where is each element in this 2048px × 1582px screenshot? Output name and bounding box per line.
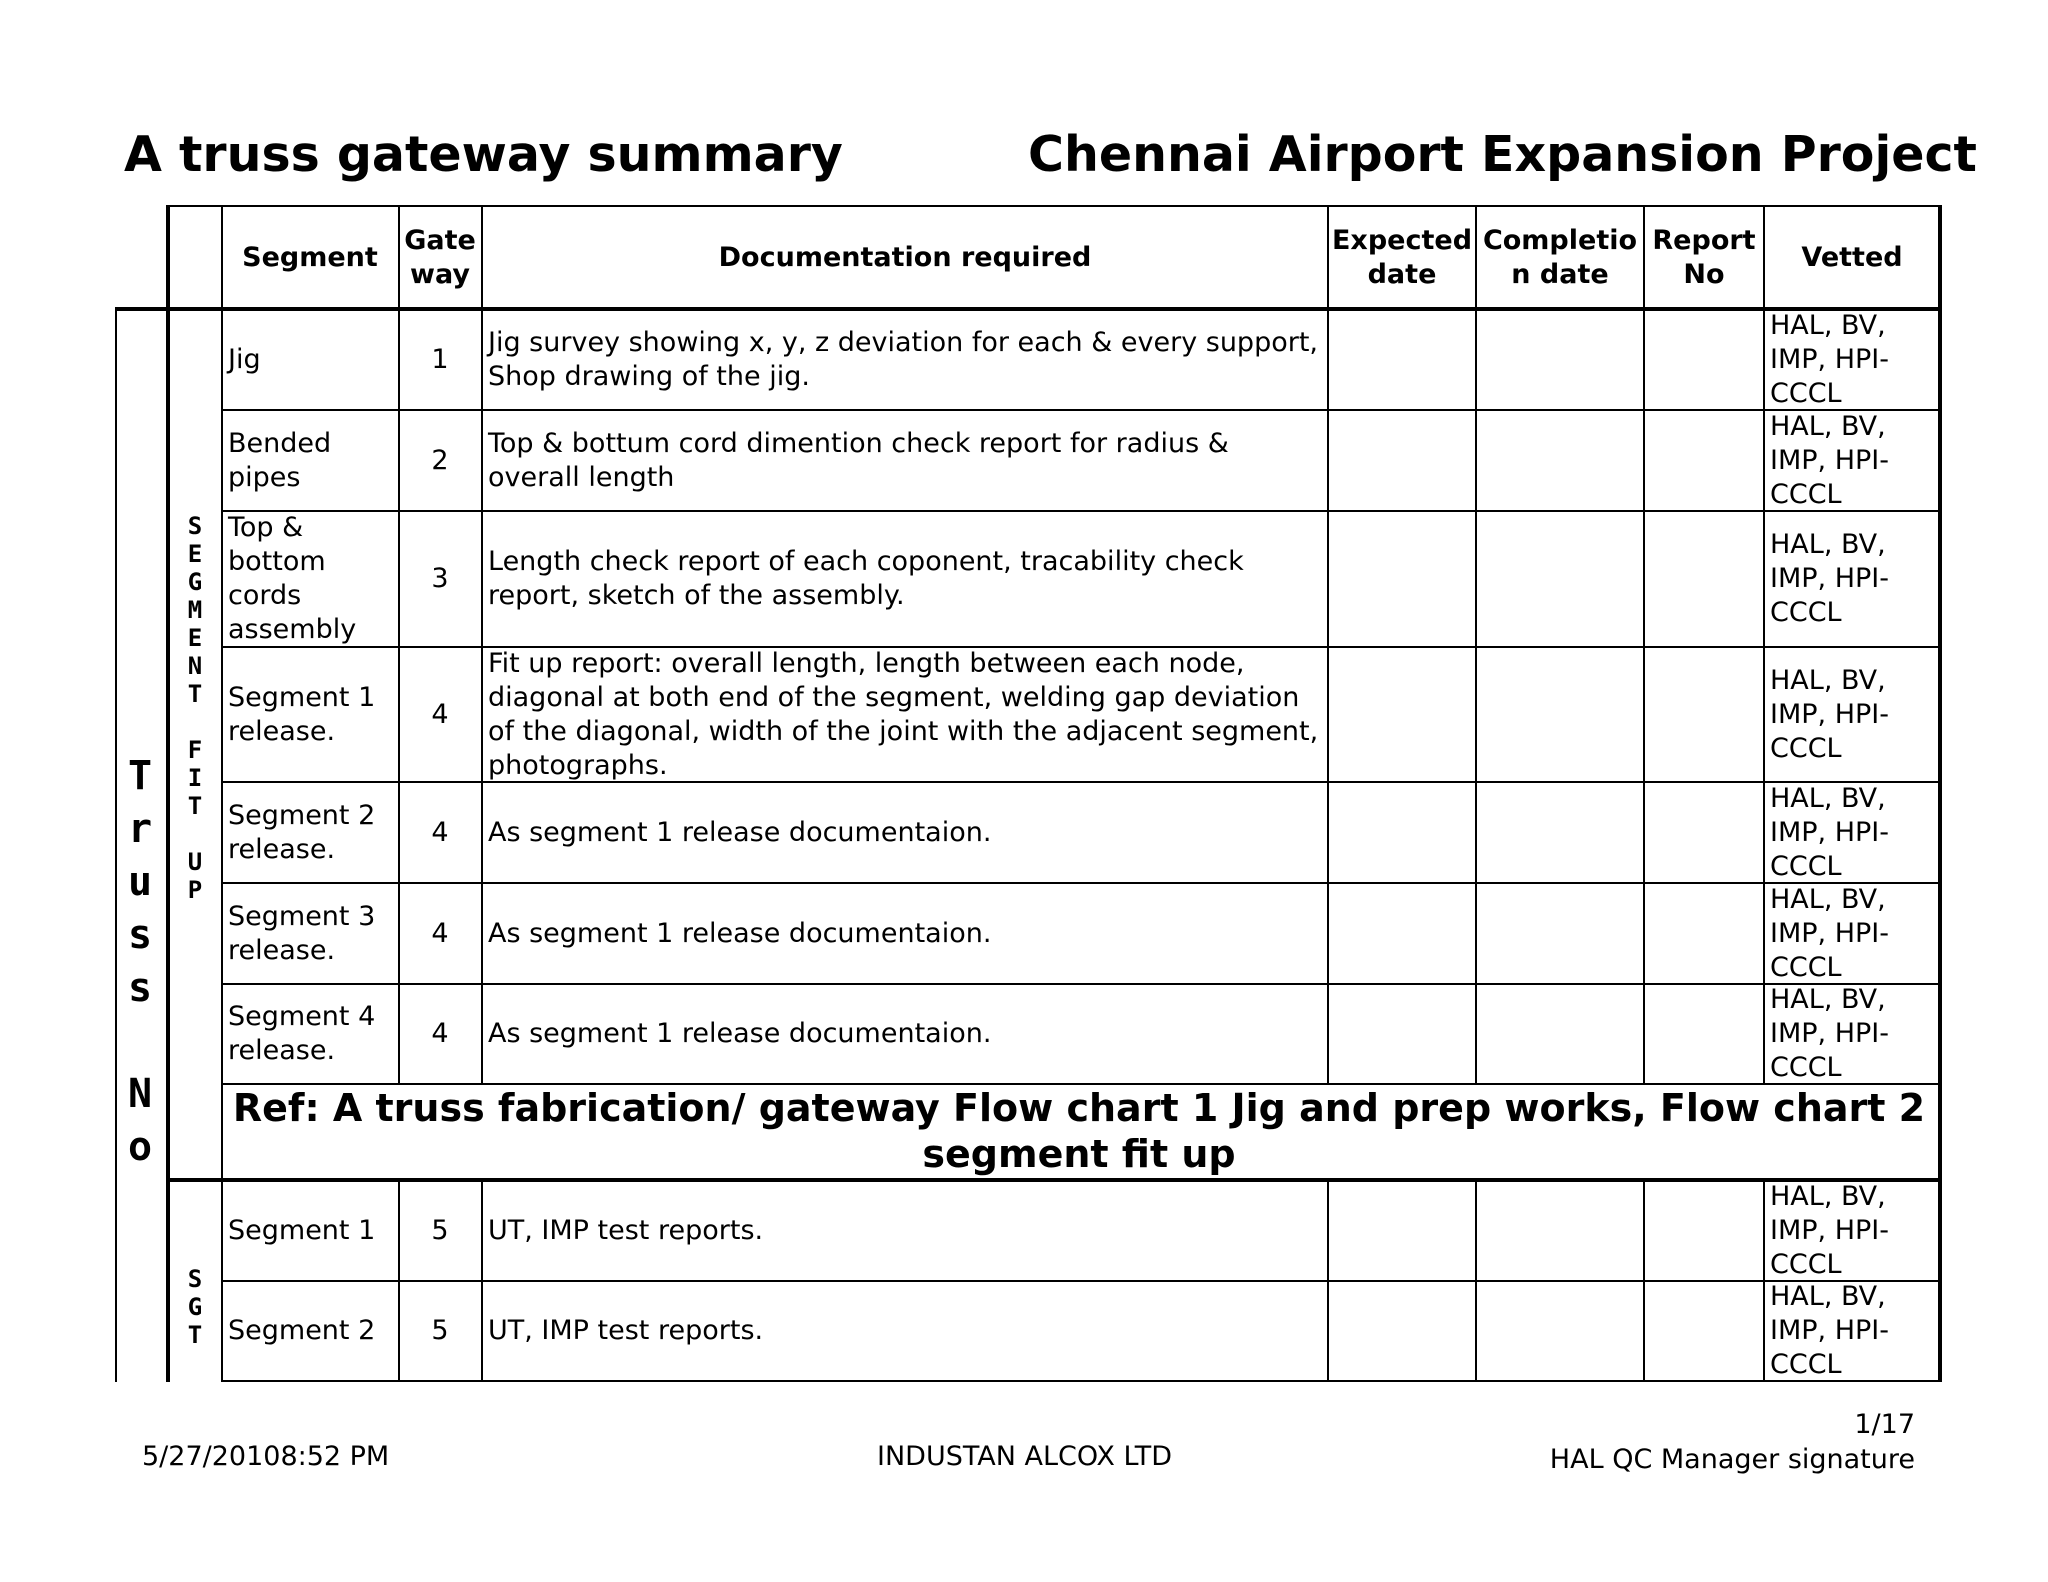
footer-page-number: 1/17: [1854, 1409, 1915, 1440]
vetted-cell: HAL, BV, IMP, HPI-CCCL: [1770, 410, 1889, 510]
label-letter: o: [127, 1124, 153, 1170]
segment-cell: Bended pipes: [228, 427, 332, 493]
label-letter: [188, 820, 202, 848]
header-segment: Segment: [242, 241, 378, 273]
label-letter: G: [187, 1293, 203, 1321]
segment-cell: Segment 4 release.: [228, 1001, 376, 1066]
segment-cell: Segment 1 release.: [228, 681, 376, 747]
segment-cell: Top & bottom cords assembly: [228, 512, 357, 645]
documentation-cell: As segment 1 release documentaion.: [488, 816, 992, 848]
documentation-cell: Top & bottum cord dimention check report for radius & overall length: [488, 427, 1229, 493]
truss-no-label: [115, 750, 165, 1174]
label-letter: T: [187, 1321, 203, 1349]
gateway-cell: 4: [431, 698, 449, 730]
label-letter: E: [187, 624, 203, 652]
reference-note: Ref: A truss fabrication/ gateway Flow chart 1 Jig and prep works, Flow chart 2 segment fit up: [232, 1086, 1926, 1176]
footer-datetime: 5/27/20108:52 PM: [142, 1441, 390, 1472]
header-documentation: Documentation required: [718, 241, 1092, 273]
project-title: Chennai Airport Expansion Project: [1028, 126, 1977, 183]
header-completion-date: Completio n date: [1482, 224, 1638, 290]
documentation-cell: As segment 1 release documentaion.: [488, 1018, 992, 1049]
vetted-cell: HAL, BV, IMP, HPI-CCCL: [1770, 309, 1889, 409]
segment-fit-up-label: [180, 512, 210, 904]
label-letter: G: [187, 568, 203, 596]
gateway-cell: 2: [431, 444, 449, 476]
label-letter: U: [187, 848, 203, 876]
label-letter: [128, 1015, 152, 1068]
documentation-cell: UT, IMP test reports.: [488, 1214, 764, 1246]
documentation-cell: Jig survey showing x, y, z deviation for each & every support, Shop drawing of the jig.: [488, 326, 1318, 392]
segment-cell: Segment 1: [228, 1214, 376, 1246]
gateway-cell: 4: [431, 917, 449, 949]
label-letter: T: [127, 753, 153, 799]
label-letter: u: [127, 859, 153, 905]
label-letter: S: [187, 1265, 203, 1293]
vetted-cell: HAL, BV, IMP, HPI-CCCL: [1770, 782, 1889, 882]
gateway-cell: 1: [431, 343, 449, 375]
label-letter: N: [127, 1071, 153, 1117]
vetted-cell: HAL, BV, IMP, HPI-CCCL: [1770, 664, 1889, 764]
header-gateway: Gate way: [404, 224, 476, 290]
header-vetted: Vetted: [1801, 241, 1903, 273]
segment-cell: Segment 2: [228, 1315, 376, 1346]
vetted-cell: HAL, BV, IMP, HPI-CCCL: [1770, 1180, 1889, 1280]
header-expected-date: Expected date: [1331, 224, 1473, 290]
label-letter: M: [187, 596, 203, 624]
documentation-cell: As segment 1 release documentaion.: [488, 917, 992, 949]
vetted-cell: HAL, BV, IMP, HPI-CCCL: [1770, 984, 1889, 1083]
segment-cell: Jig: [228, 343, 261, 375]
label-letter: T: [187, 680, 203, 708]
label-letter: S: [187, 512, 203, 540]
page-title: A truss gateway summary: [124, 126, 843, 183]
label-letter: P: [187, 876, 203, 904]
label-letter: N: [187, 652, 203, 680]
label-letter: E: [187, 540, 203, 568]
gateway-cell: 4: [431, 1018, 449, 1049]
segment-cell: Segment 2 release.: [228, 799, 376, 865]
gateway-cell: 3: [431, 563, 449, 594]
sgt-label: [180, 1265, 210, 1349]
label-letter: [188, 708, 202, 736]
segment-cell: Segment 3 release.: [228, 900, 376, 966]
gateway-cell: 5: [431, 1214, 449, 1246]
vetted-cell: HAL, BV, IMP, HPI-CCCL: [1770, 529, 1889, 628]
documentation-cell: Length check report of each coponent, tracability check report, sketch of the assembly.: [488, 546, 1244, 611]
gateway-cell: 5: [431, 1315, 449, 1346]
label-letter: s: [127, 912, 153, 958]
vetted-cell: HAL, BV, IMP, HPI-CCCL: [1770, 883, 1889, 983]
label-letter: F: [187, 736, 203, 764]
documentation-cell: Fit up report: overall length, length between each node, diagonal at both end of the segment, welding gap deviation of the diagonal, width of the joint with the adjacent segment, photographs.: [488, 647, 1319, 781]
footer-signature: HAL QC Manager signature: [1549, 1444, 1915, 1475]
vetted-cell: HAL, BV, IMP, HPI-CCCL: [1770, 1281, 1889, 1380]
label-letter: T: [187, 792, 203, 820]
label-letter: I: [187, 764, 203, 792]
footer-company: INDUSTAN ALCOX LTD: [877, 1441, 1173, 1472]
gateway-cell: 4: [431, 816, 449, 848]
label-letter: s: [127, 965, 153, 1011]
documentation-cell: UT, IMP test reports.: [488, 1315, 764, 1346]
label-letter: r: [127, 806, 153, 852]
header-report-no: Report No: [1652, 224, 1756, 290]
